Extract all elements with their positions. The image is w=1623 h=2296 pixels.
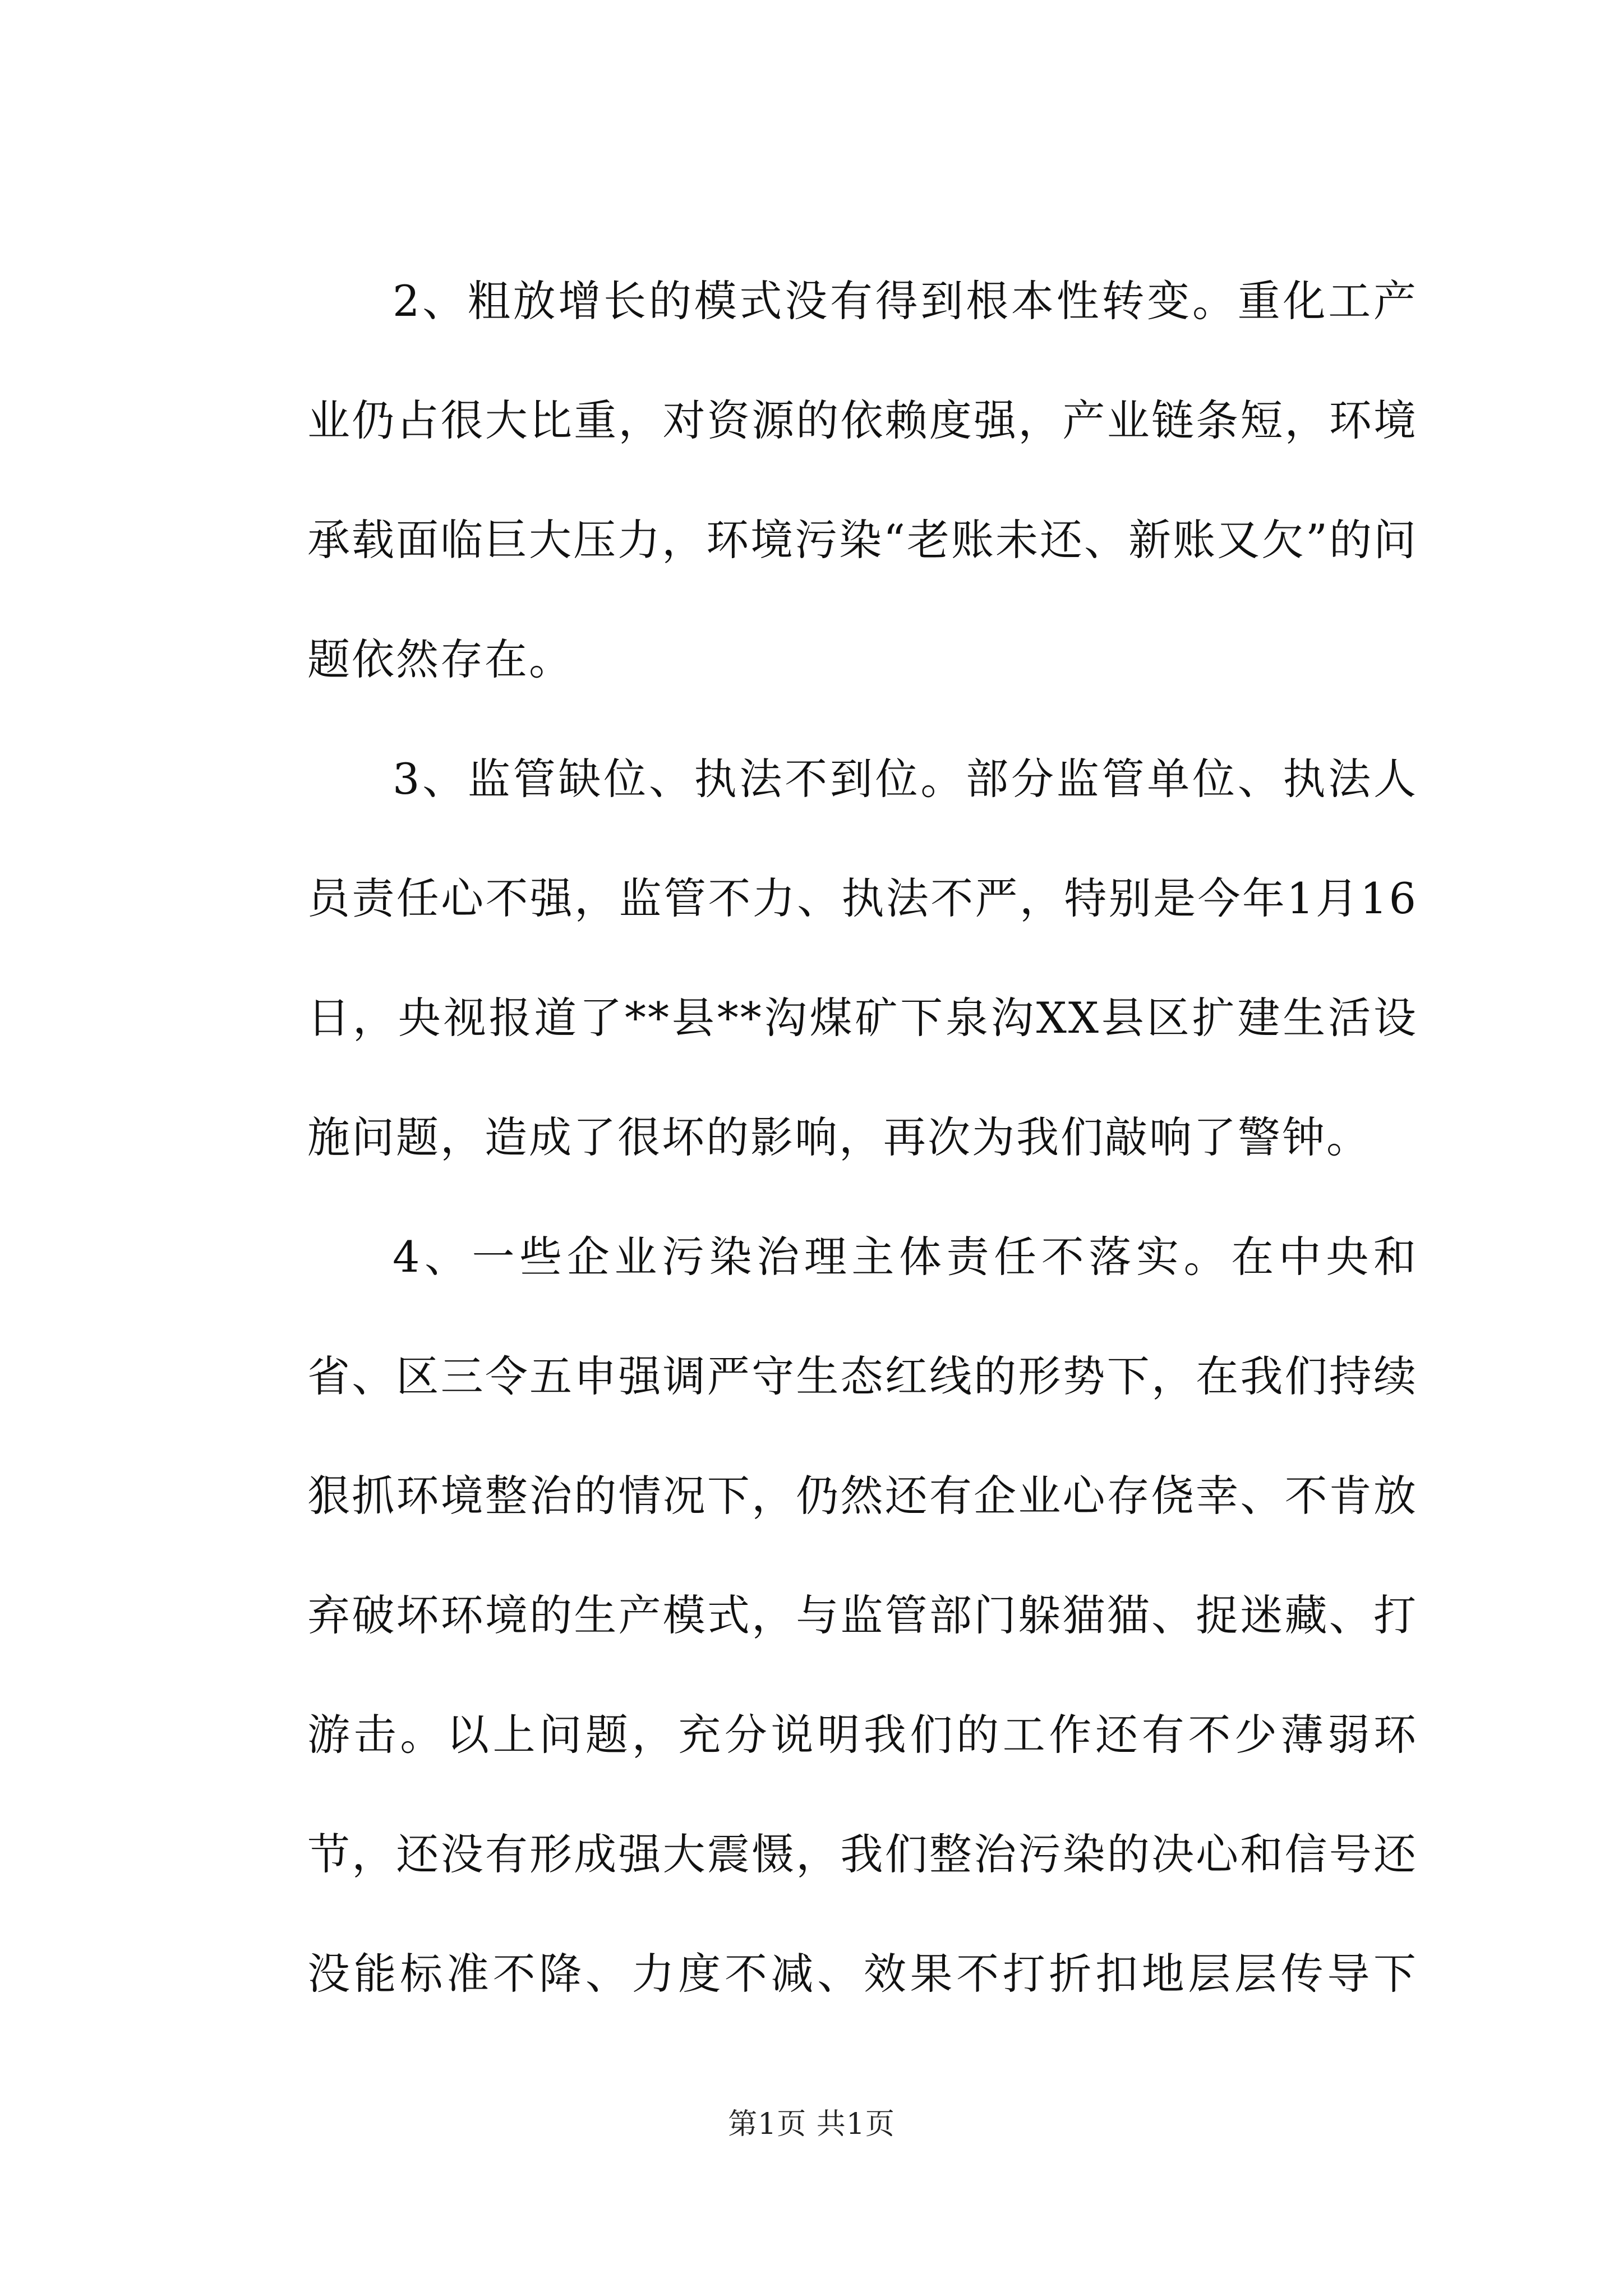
paragraph-point-2: 2、粗放增长的模式没有得到根本性转变。重化工产业仍占很大比重，对资源的依赖度强，产业链条短，环境承载面临巨大压力，环境污染“老账未还、新账又欠”的问题依然存在。	[307, 276, 1418, 684]
paragraph-point-3: 3、监管缺位、执法不到位。部分监管单位、执法人员责任心不强，监管不力、执法不严，特别是今年1月16日，央视报道了**县**沟煤矿下泉沟XX县区扩建生活设施问题，造成了很坏的影响，再次为我们敲响了警钟。	[307, 754, 1418, 1162]
paragraph-point-4: 4、一些企业污染治理主体责任不落实。在中央和省、区三令五申强调严守生态红线的形势下，在我们持续狠抓环境整治的情况下，仍然还有企业心存侥幸、不肯放弃破坏环境的生产模式，与监管部门躲猫猫、捉迷藏、打游击。以上问题，充分说明我们的工作还有不少薄弱环节，还没有形成强大震慑，我们整治污染的决心和信号还没能标准不降、力度不减、效果不打折扣地层层传导下	[307, 1232, 1418, 1999]
page-footer: 第1页 共1页	[728, 2108, 895, 2141]
document-body	[307, 241, 1418, 2036]
